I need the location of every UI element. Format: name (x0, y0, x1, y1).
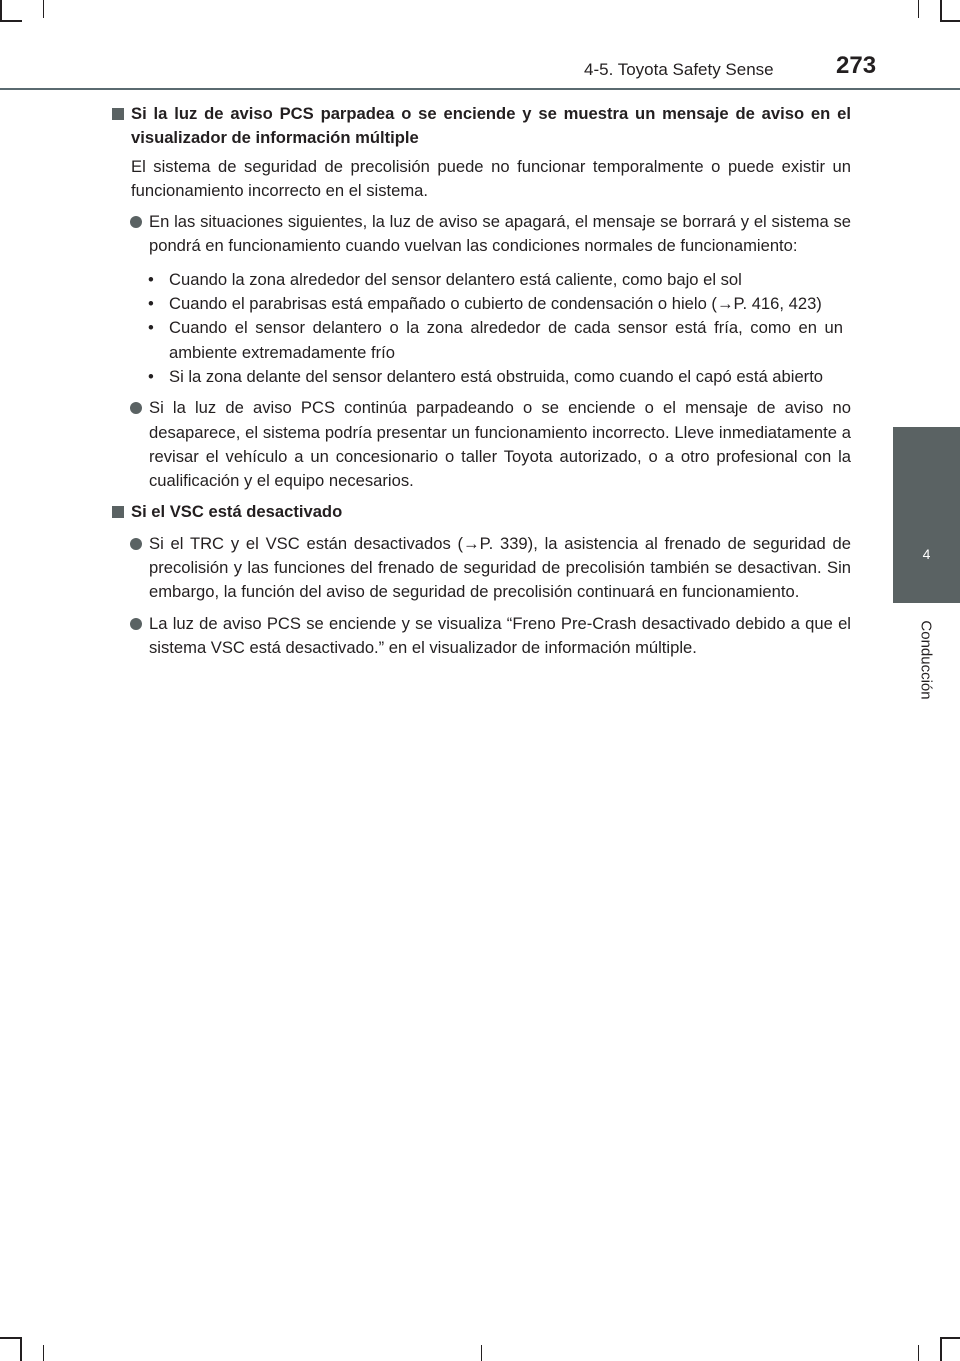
round-bullet-icon (130, 538, 142, 550)
sub-list-item (111, 268, 851, 292)
crop-mark (918, 0, 919, 18)
sub-list-item (111, 316, 851, 365)
list-item-text: La luz de aviso PCS se enciende y se visualiza “Freno Pre-Crash desactivado debido a que el sistema VSC está desactivado.” en el visualizador de información múltiple. (149, 613, 851, 657)
sub-list-item-text: Si la zona delante del sensor delantero está obstruida, como cuando el capó está abierto (169, 366, 824, 386)
crop-mark (918, 1345, 919, 1361)
heading-text: Si la luz de aviso PCS parpadea o se enciende y se muestra un mensaje de aviso en el visualizador de información múltiple (131, 104, 851, 148)
list-item (111, 210, 851, 259)
sub-list-item (111, 292, 851, 316)
crop-mark (43, 0, 44, 18)
list-item-text: En las situaciones siguientes, la luz de aviso se apagará, el mensaje se borrará y el sistema se pondrá en funcionamiento cuando vuelvan las condiciones normales de funcionamiento: (149, 212, 851, 256)
chapter-number: 4 (922, 546, 931, 562)
paragraph: El sistema de seguridad de precolisión puede no funcionar temporalmente o puede existir un funcionamiento incorrecto en el sistema. (131, 156, 851, 200)
crop-mark (940, 1337, 960, 1339)
crop-mark (481, 1345, 482, 1361)
bullet-marker: • (148, 318, 154, 338)
list-item (111, 532, 851, 605)
section-heading (111, 500, 851, 524)
list-item-text: Si el TRC y el VSC están desactivados (→P. 339), la asistencia al frenado de seguridad de precolisión y las funciones del frenado de seguridad de precolisión también se desactivan. Sin embargo, la función del aviso de seguridad de precolisión continuará en funcionamiento. (149, 533, 851, 602)
round-bullet-icon (130, 216, 142, 228)
square-bullet-icon (112, 506, 124, 518)
list-item (111, 612, 851, 661)
crop-mark (0, 1337, 22, 1339)
crop-mark (0, 0, 2, 22)
bullet-marker: • (148, 366, 154, 386)
list-item-text: Si la luz de aviso PCS continúa parpadeando o se enciende o el mensaje de aviso no desaparece, el sistema podría presentar un funcionamiento incorrecto. Lleve inmediatamente a revisar el vehículo a un concesionario o taller Toyota autorizado, o a otro profesional con la cualificación y el equipo necesarios. (149, 398, 851, 491)
crop-mark (940, 0, 942, 22)
bullet-marker: • (148, 269, 154, 289)
sub-list-item-text: Cuando la zona alrededor del sensor delantero está caliente, como bajo el sol (169, 269, 742, 289)
round-bullet-icon (130, 402, 142, 414)
square-bullet-icon (112, 108, 124, 120)
section-title: 4-5. Toyota Safety Sense (584, 60, 774, 79)
sub-list-item-text: Cuando el parabrisas está empañado o cubierto de condensación o hielo (→P. 416, 423) (169, 294, 822, 314)
sub-list (111, 268, 851, 389)
sub-list-item (111, 365, 851, 389)
crop-mark (0, 20, 22, 22)
main-content (111, 102, 851, 660)
heading-text: Si el VSC está desactivado (131, 502, 343, 522)
crop-mark (940, 20, 960, 22)
sub-list-item-text: Cuando el sensor delantero o la zona alrededor de cada sensor está fría, como en un ambiente extremadamente frío (169, 318, 843, 362)
header-divider (0, 88, 960, 90)
chapter-label: Conducción (917, 620, 935, 700)
chapter-tab (893, 427, 960, 603)
crop-mark (940, 1337, 942, 1361)
page-number: 273 (836, 52, 877, 79)
bullet-marker: • (148, 294, 154, 314)
section-heading (111, 102, 851, 151)
list-item (111, 396, 851, 493)
crop-mark (43, 1345, 44, 1361)
crop-mark (20, 1337, 22, 1361)
round-bullet-icon (130, 618, 142, 630)
